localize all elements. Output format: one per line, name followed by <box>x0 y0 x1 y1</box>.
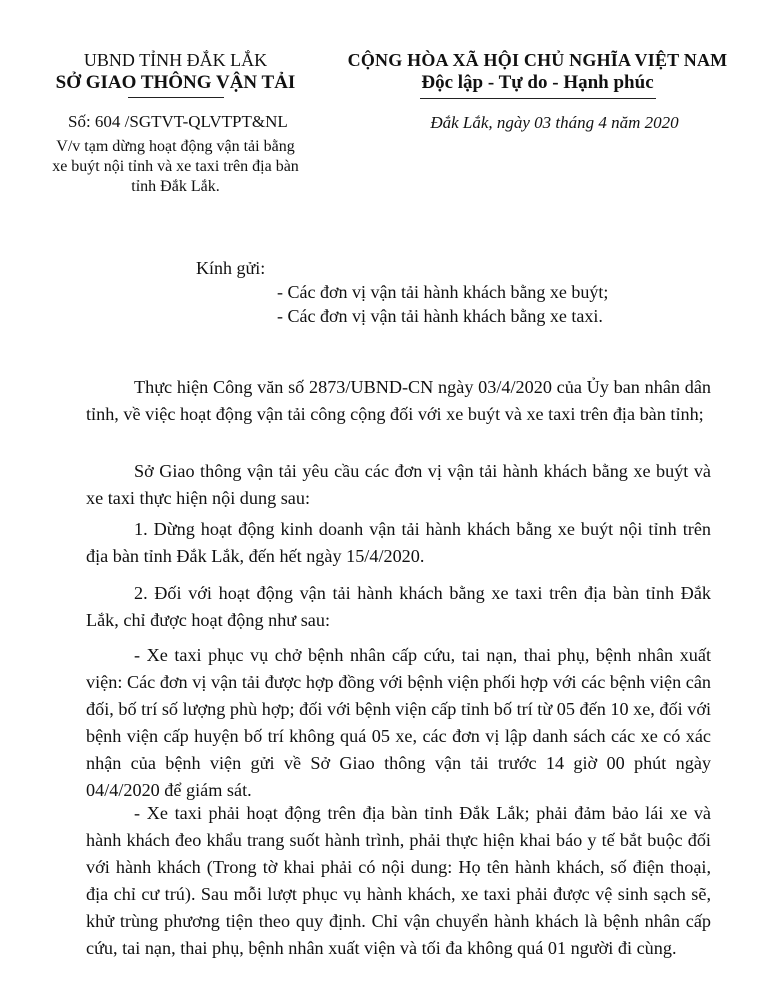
body-paragraph <box>86 516 711 570</box>
paragraph-text: Thực hiện Công văn số 2873/UBND-CN ngày 03/4/2020 của Ủy ban nhân dân tỉnh, về việc hoạt động vận tải công cộng đối với xe buýt và xe taxi trên địa bàn tỉnh; <box>86 377 711 424</box>
recipient-item: - Các đơn vị vận tải hành khách bằng xe buýt; <box>277 282 609 302</box>
body-paragraph <box>86 642 711 804</box>
subject-line: V/v tạm dừng hoạt động vận tải bằng <box>56 138 295 155</box>
recipient-item: - Các đơn vị vận tải hành khách bằng xe taxi. <box>277 306 603 326</box>
body-paragraph <box>86 458 711 512</box>
paragraph-text: - Xe taxi phải hoạt động trên địa bàn tỉnh Đắk Lắk; phải đảm bảo lái xe và hành khách đeo khẩu trang suốt hành trình, phải thực hiện khai báo y tế bắt buộc đối với hành khách (Trong tờ khai phải có nội dung: Họ tên hành khách, số điện thoại, địa chỉ cư trú). Sau mỗi lượt phục vụ hành khách, xe taxi phải được vệ sinh sạch sẽ, khử trùng phương tiện theo quy định. Chỉ vận chuyển hành khách là bệnh nhân cấp cứu, tai nạn, thai phụ, bệnh nhân xuất viện và tối đa không quá 01 người đi cùng. <box>86 803 711 958</box>
body-paragraph <box>86 800 711 962</box>
paragraph-text: - Xe taxi phục vụ chở bệnh nhân cấp cứu, tai nạn, thai phụ, bệnh nhân xuất viện: Các đơn vị vận tải được hợp đồng với bệnh viện phối hợp với các bệnh viện cân đối, bố trí số lượng phù hợp; đối với bệnh viện cấp tỉnh bố trí từ 05 đến 10 xe, đối với bệnh viện cấp huyện bố trí không quá 05 xe, các đơn vị lập danh sách các xe có xác nhận của bệnh viện gửi về Sở Giao thông vận tải trước 14 giờ 00 phút ngày 04/4/2020 để giám sát. <box>86 645 711 800</box>
body-paragraph <box>86 580 711 634</box>
agency-parent: UBND TỈNH ĐẮK LẮK <box>83 50 268 70</box>
paragraph-text: 2. Đối với hoạt động vận tải hành khách bằng xe taxi trên địa bàn tỉnh Đắk Lắk, chỉ được hoạt động như sau: <box>86 583 711 630</box>
national-motto: Độc lập - Tự do - Hạnh phúc <box>421 72 654 93</box>
subject-line: tỉnh Đắk Lắk. <box>131 178 220 195</box>
agency-underline <box>128 97 224 98</box>
paragraph-text: Sở Giao thông vận tải yêu cầu các đơn vị vận tải hành khách bằng xe buýt và xe taxi thực hiện nội dung sau: <box>86 461 711 508</box>
subject-block <box>38 137 313 197</box>
document-number: Số: 604 /SGTVT-QLVTPT&NL <box>68 112 288 131</box>
nation-title: CỘNG HÒA XÃ HỘI CHỦ NGHĨA VIỆT NAM <box>347 50 728 70</box>
body-paragraph <box>86 374 711 428</box>
motto-underline <box>420 98 656 99</box>
subject-line: xe buýt nội tỉnh và xe taxi trên địa bàn <box>52 158 299 175</box>
agency-name: SỞ GIAO THÔNG VẬN TẢI <box>55 72 296 93</box>
place-date: Đắk Lắk, ngày 03 tháng 4 năm 2020 <box>430 113 679 132</box>
salutation: Kính gửi: <box>196 258 266 278</box>
paragraph-text: 1. Dừng hoạt động kinh doanh vận tải hành khách bằng xe buýt nội tỉnh trên địa bàn tỉnh Đắk Lắk, đến hết ngày 15/4/2020. <box>86 519 711 566</box>
